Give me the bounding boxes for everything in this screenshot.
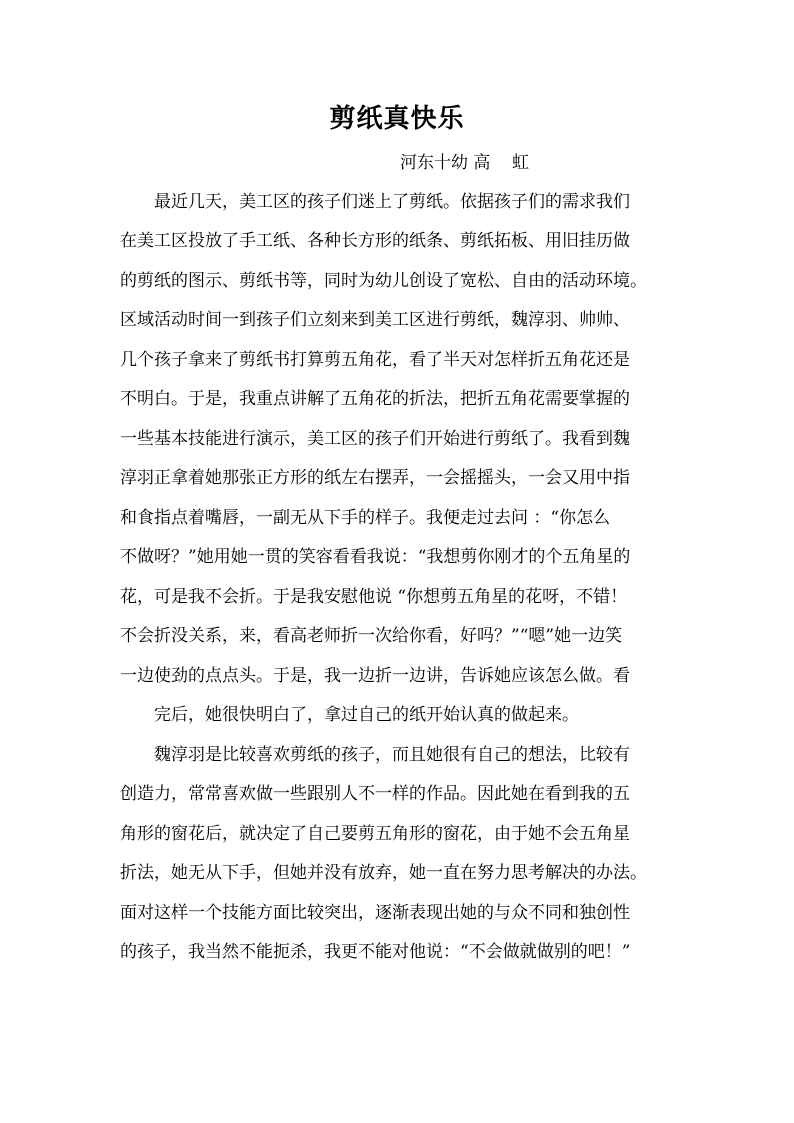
text-line: 在美工区投放了手工纸、各种长方形的纸条、剪纸拓板、用旧挂历做 <box>120 231 630 251</box>
text-line: 区域活动时间一到孩子们立刻来到美工区进行剪纸，魏淳羽、帅帅、 <box>120 310 630 330</box>
text-line: 创造力，常常喜欢做一些跟别人不一样的作品。因此她在看到我的五 <box>120 784 630 804</box>
text-line: 淳羽正拿着她那张正方形的纸左右摆弄，一会摇摇头，一会又用中指 <box>120 468 630 488</box>
text-line: 和食指点着嘴唇，一副无从下手的样子。我便走过去问 ：“你怎么 <box>120 508 611 528</box>
text-line: 完后，她很快明白了，拿过自己的纸开始认真的做起来。 <box>120 705 579 725</box>
text-line: 不明白。于是，我重点讲解了五角花的折法，把折五角花需要掌握的 <box>120 389 630 409</box>
text-line: 魏淳羽是比较喜欢剪纸的孩子，而且她很有自己的想法，比较有 <box>120 745 630 765</box>
text-line: 不会折没关系，来，看高老师折一次给你看，好吗？”“嗯”她一边笑 <box>120 626 623 646</box>
text-line: 一些基本技能进行演示，美工区的孩子们开始进行剪纸了。我看到魏 <box>120 429 630 449</box>
text-line: 几个孩子拿来了剪纸书打算剪五角花，看了半天对怎样折五角花还是 <box>120 350 630 370</box>
text-line: 最近几天，美工区的孩子们迷上了剪纸。依据孩子们的需求我们 <box>120 192 630 212</box>
text-line: 花，可是我不会折。于是我安慰他说 “你想剪五角星的花呀，不错！ <box>120 587 628 607</box>
document-author: 河东十幼 高 虹 <box>400 153 530 173</box>
text-line: 的孩子，我当然不能扼杀，我更不能对他说：“不会做就做别的吧！” <box>120 942 631 962</box>
text-line: 的剪纸的图示、剪纸书等，同时为幼儿创设了宽松、自由的活动环境。 <box>120 271 647 291</box>
text-line: 不做呀？”她用她一贯的笑容看看我说：“我想剪你刚才的个五角星的 <box>120 547 631 567</box>
text-line: 角形的窗花后，就决定了自己要剪五角形的窗花，由于她不会五角星 <box>120 824 630 844</box>
text-line: 折法，她无从下手，但她并没有放弃，她一直在努力思考解决的办法。 <box>120 863 647 883</box>
document-title: 剪纸真快乐 <box>329 104 465 134</box>
text-line: 一边使劲的点点头。于是，我一边折一边讲，告诉她应该怎么做。看 <box>120 666 630 686</box>
text-line: 面对这样一个技能方面比较突出，逐渐表现出她的与众不同和独创性 <box>120 903 630 923</box>
